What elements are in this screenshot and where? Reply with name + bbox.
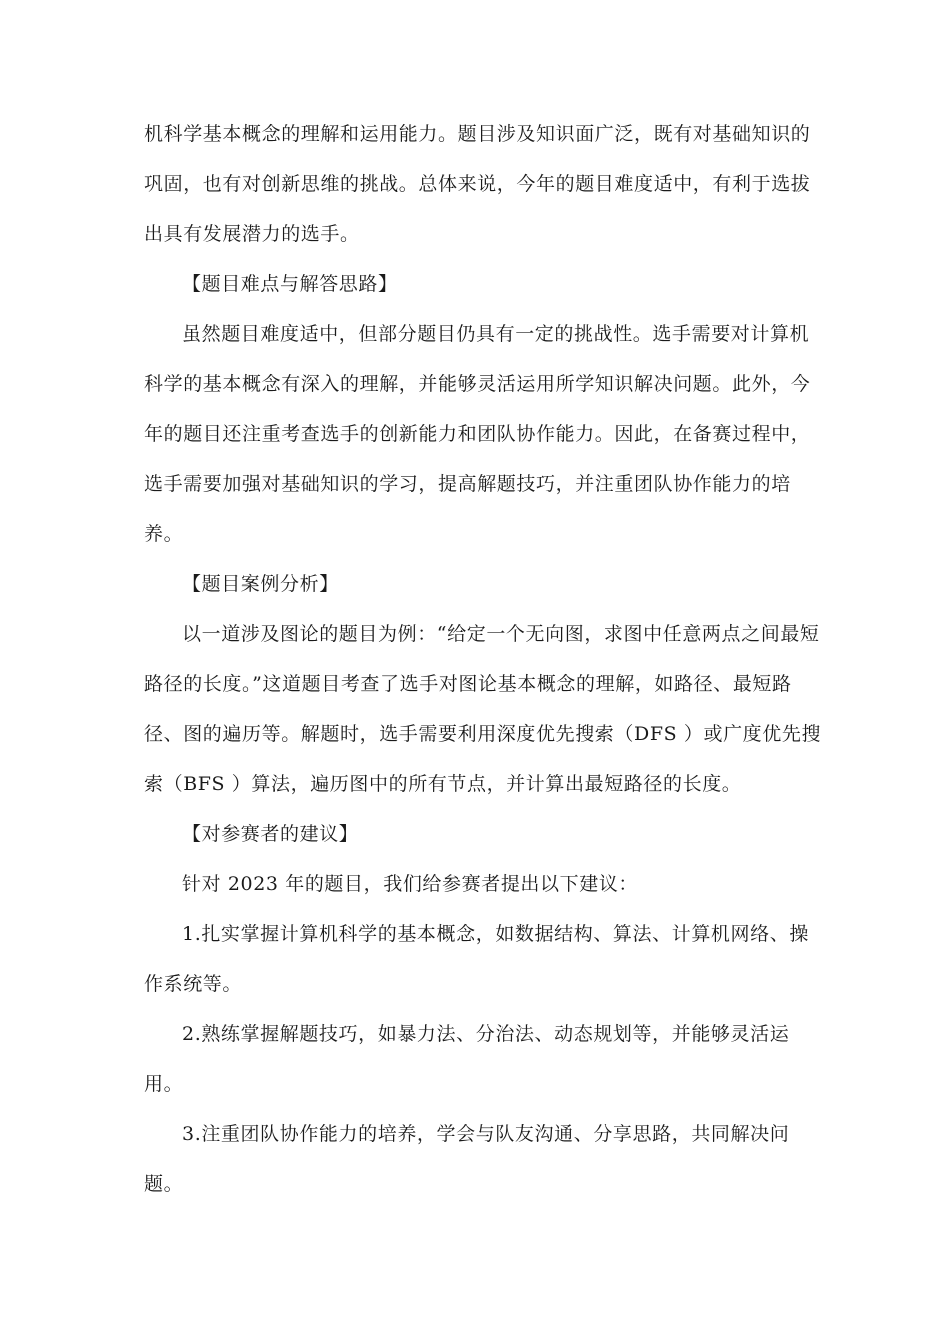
paragraph-line: 机科学基本概念的理解和运用能力。题目涉及知识面广泛，既有对基础知识的 <box>144 123 811 145</box>
paragraph-line: 年的题目还注重考查选手的创新能力和团队协作能力。因此，在备赛过程中， <box>144 423 811 445</box>
paragraph-line: 针对 2023 年的题目，我们给参赛者提出以下建议： <box>182 873 639 895</box>
list-item-continuation: 题。 <box>144 1173 184 1195</box>
list-item-continuation: 作系统等。 <box>144 973 243 995</box>
paragraph-line: 径、图的遍历等。解题时，选手需要利用深度优先搜索（DFS ）或广度优先搜 <box>144 723 822 745</box>
paragraph-line: 养。 <box>144 523 184 545</box>
list-item: 3.注重团队协作能力的培养，学会与队友沟通、分享思路，共同解决问 <box>182 1123 790 1145</box>
paragraph-line: 索（BFS ）算法，遍历图中的所有节点，并计算出最短路径的长度。 <box>144 773 742 795</box>
list-item: 2.熟练掌握解题技巧，如暴力法、分治法、动态规划等，并能够灵活运 <box>182 1023 790 1045</box>
paragraph-line: 科学的基本概念有深入的理解，并能够灵活运用所学知识解决问题。此外，今 <box>144 373 811 395</box>
paragraph-line: 选手需要加强对基础知识的学习，提高解题技巧，并注重团队协作能力的培 <box>144 473 791 495</box>
section-heading-advice: 【对参赛者的建议】 <box>182 823 359 845</box>
paragraph-line: 巩固，也有对创新思维的挑战。总体来说，今年的题目难度适中，有利于选拔 <box>144 173 811 195</box>
list-item: 1.扎实掌握计算机科学的基本概念，如数据结构、算法、计算机网络、操 <box>182 923 809 945</box>
paragraph-line: 以一道涉及图论的题目为例：“给定一个无向图，求图中任意两点之间最短 <box>182 623 820 645</box>
section-heading-case: 【题目案例分析】 <box>182 573 339 595</box>
paragraph-line: 虽然题目难度适中，但部分题目仍具有一定的挑战性。选手需要对计算机 <box>182 323 810 345</box>
paragraph-line: 出具有发展潜力的选手。 <box>144 223 360 245</box>
list-item-continuation: 用。 <box>144 1073 184 1095</box>
section-heading-difficulty: 【题目难点与解答思路】 <box>182 273 398 295</box>
paragraph-line: 路径的长度。”这道题目考查了选手对图论基本概念的理解，如路径、最短路 <box>144 673 792 695</box>
